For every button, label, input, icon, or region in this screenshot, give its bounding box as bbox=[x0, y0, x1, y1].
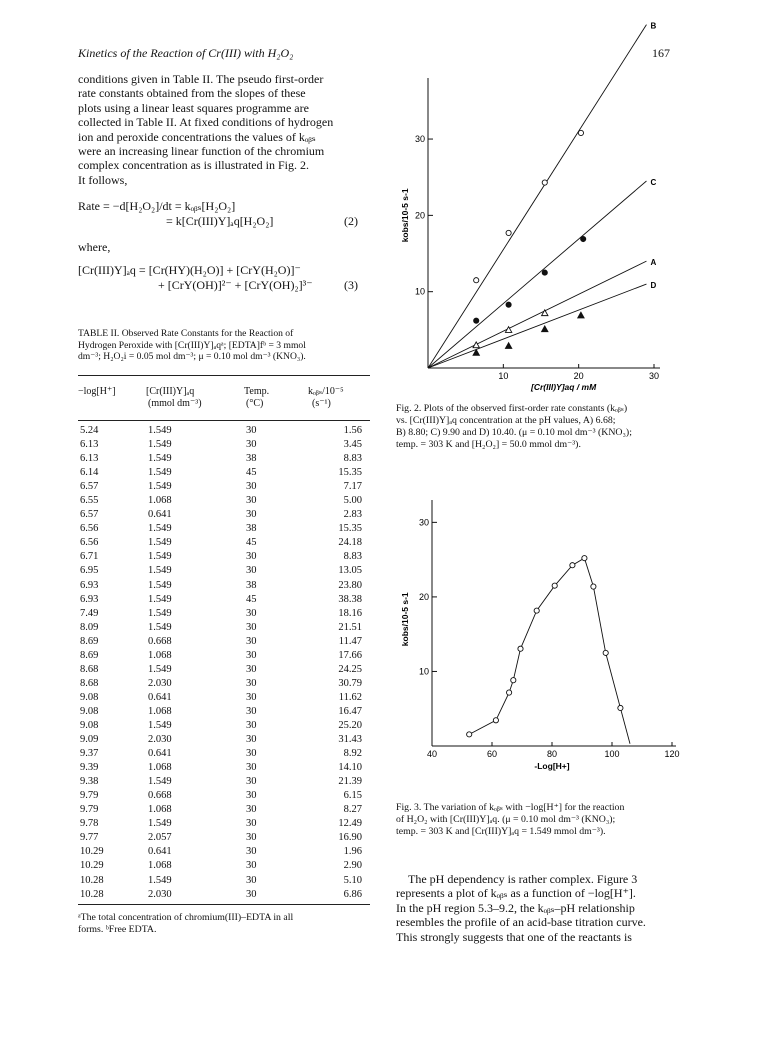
table-cell: 23.80 bbox=[338, 579, 362, 591]
table-cell: 1.549 bbox=[148, 439, 172, 451]
table-cell: 30 bbox=[246, 621, 257, 633]
text-line: collected in Table II. At fixed conditions of hydrogen bbox=[78, 115, 334, 130]
series-line-c bbox=[428, 181, 646, 368]
header-kobs-unit: (s⁻¹) bbox=[312, 398, 331, 409]
table-cell: 0.668 bbox=[148, 635, 172, 647]
equation-3-line-2: + [CrY(OH)]²⁻ + [CrY(OH)₂]³⁻ bbox=[158, 278, 313, 292]
table-cell: 8.83 bbox=[343, 551, 362, 563]
table-cell: 9.79 bbox=[80, 790, 99, 802]
table-cell: 30 bbox=[246, 874, 257, 886]
table-row bbox=[78, 691, 362, 705]
table-cell: 38 bbox=[246, 523, 257, 535]
table-cell: 0.641 bbox=[148, 846, 172, 858]
table-cell: 30.79 bbox=[338, 677, 362, 689]
table-row bbox=[78, 874, 362, 888]
caption-line: of H₂O₂ with [Cr(III)Y]ₐq. (μ = 0.10 mol dm⁻³ (KNO₃); bbox=[396, 814, 616, 825]
table-cell: 10.28 bbox=[80, 888, 104, 900]
data-point-b bbox=[542, 180, 547, 185]
table-row bbox=[78, 635, 362, 649]
data-point-c bbox=[542, 270, 547, 275]
table-cell: 1.549 bbox=[148, 537, 172, 549]
table-cell: 8.09 bbox=[80, 621, 99, 633]
series-line-a bbox=[428, 261, 646, 368]
table-cell: 30 bbox=[246, 888, 257, 900]
x-axis-label: -Log[H+] bbox=[534, 761, 570, 771]
y-tick-label: 20 bbox=[418, 591, 429, 602]
table-cell: 15.35 bbox=[338, 523, 362, 535]
y-tick-label: 20 bbox=[414, 210, 425, 221]
table-caption bbox=[78, 328, 370, 363]
header-conc: [Cr(III)Y]ₐq bbox=[146, 386, 195, 397]
table-cell: 13.05 bbox=[338, 565, 362, 577]
data-point-b bbox=[474, 278, 479, 283]
table-row bbox=[78, 845, 362, 859]
table-cell: 9.09 bbox=[80, 734, 99, 746]
table-cell: 1.068 bbox=[148, 649, 172, 661]
table-row bbox=[78, 579, 362, 593]
table-cell: 2.030 bbox=[148, 888, 172, 900]
table-row bbox=[78, 593, 362, 607]
text-line: The pH dependency is rather complex. Figure 3 bbox=[408, 872, 638, 886]
data-point-d bbox=[505, 343, 511, 349]
table-cell: 30 bbox=[246, 509, 257, 521]
table-row bbox=[78, 480, 362, 494]
header-temp-unit: (°C) bbox=[246, 398, 264, 409]
table-cell: 0.641 bbox=[148, 691, 172, 703]
table-cell: 1.068 bbox=[148, 804, 172, 816]
table-cell: 9.37 bbox=[80, 748, 99, 760]
data-point-d bbox=[578, 312, 584, 318]
table-cell: 9.77 bbox=[80, 832, 99, 844]
table-cell: 1.068 bbox=[148, 705, 172, 717]
table-row bbox=[78, 564, 362, 578]
table-row bbox=[78, 817, 362, 831]
table-cell: 9.79 bbox=[80, 804, 99, 816]
table-cell: 30 bbox=[246, 776, 257, 788]
table-cell: 11.62 bbox=[338, 691, 362, 703]
table-cell: 30 bbox=[246, 495, 257, 507]
table-row bbox=[78, 508, 362, 522]
table-cell: 5.10 bbox=[343, 874, 362, 886]
caption-line: temp. = 303 K and [Cr(III)Y]ₐq = 1.549 mmol dm⁻³). bbox=[396, 826, 606, 837]
table-cell: 1.068 bbox=[148, 495, 172, 507]
table-cell: 8.92 bbox=[343, 748, 362, 760]
y-axis-label: kobs/10-5 s-1 bbox=[400, 188, 410, 243]
table-row bbox=[78, 663, 362, 677]
where-label: where, bbox=[78, 240, 111, 254]
data-point-b bbox=[506, 230, 511, 235]
table-cell: 21.51 bbox=[338, 621, 362, 633]
table-cell: 30 bbox=[246, 663, 257, 675]
header-temp: Temp. bbox=[244, 386, 270, 397]
data-point bbox=[534, 608, 539, 613]
data-point bbox=[591, 584, 596, 589]
table-cell: 31.43 bbox=[338, 734, 362, 746]
table-cell: 6.95 bbox=[80, 565, 99, 577]
series-label-d: D bbox=[650, 281, 657, 291]
table-cell: 1.549 bbox=[148, 874, 172, 886]
x-tick-label: 20 bbox=[573, 371, 584, 381]
figure-3-chart bbox=[396, 494, 696, 784]
table-row bbox=[78, 719, 362, 733]
table-cell: 5.24 bbox=[80, 425, 99, 436]
table-row bbox=[78, 747, 362, 761]
header-ph: −log[H⁺] bbox=[78, 386, 116, 397]
table-row bbox=[78, 607, 362, 621]
table-row bbox=[78, 494, 362, 508]
text-line: represents a plot of kₒᵦₛ as a function of −log[H⁺]. bbox=[396, 886, 636, 901]
table-cell: 6.93 bbox=[80, 593, 99, 605]
caption-line: TABLE II. Observed Rate Constants for the Reaction of bbox=[78, 328, 294, 339]
table-cell: 30 bbox=[246, 762, 257, 774]
table-row bbox=[78, 761, 362, 775]
table-cell: 1.549 bbox=[148, 551, 172, 563]
table-cell: 30 bbox=[246, 635, 257, 647]
table-cell: 10.29 bbox=[80, 846, 104, 858]
y-axis-label: kobs/10-5 s-1 bbox=[400, 592, 410, 647]
table-cell: 38 bbox=[246, 579, 257, 591]
table-cell: 9.08 bbox=[80, 691, 99, 703]
text-line: In the pH region 5.3–9.2, the kₒᵦₛ–pH relationship bbox=[396, 900, 635, 915]
table-cell: 8.68 bbox=[80, 663, 99, 675]
caption-line: B) 8.80; C) 9.90 and D) 10.40. (μ = 0.10 mol dm⁻³ (KNO₃); bbox=[396, 427, 632, 438]
table-cell: 38.38 bbox=[338, 593, 362, 605]
table-cell: 1.549 bbox=[148, 579, 172, 591]
table-cell: 8.69 bbox=[80, 635, 99, 647]
running-title: Kinetics of the Reaction of Cr(III) with H₂O₂ bbox=[78, 46, 294, 60]
text-line: were an increasing linear function of the chromium bbox=[78, 144, 325, 159]
y-tick-label: 30 bbox=[414, 134, 425, 145]
text-line: This strongly suggests that one of the reactants is bbox=[396, 929, 632, 944]
table-cell: 1.549 bbox=[148, 593, 172, 605]
table-top-rule bbox=[78, 375, 370, 376]
table-cell: 6.55 bbox=[80, 495, 99, 507]
equation-3-number: (3) bbox=[344, 278, 358, 292]
table-cell: 6.93 bbox=[80, 579, 99, 591]
data-point bbox=[603, 650, 608, 655]
text-line: plots using a linear least squares programme are bbox=[78, 100, 309, 115]
text-line: rate constants obtained from the slopes of these bbox=[78, 86, 306, 101]
table-cell: 17.66 bbox=[338, 649, 362, 661]
text-line: resembles the profile of an acid-base titration curve. bbox=[396, 915, 646, 930]
data-point bbox=[582, 556, 587, 561]
closing-paragraph bbox=[396, 872, 696, 944]
data-point-a bbox=[542, 310, 548, 316]
header-kobs: kₒᵦₛ/10⁻⁵ bbox=[308, 386, 344, 397]
caption-line: vs. [Cr(III)Y]ₐq concentration at the pH values, A) 6.68; bbox=[396, 415, 616, 426]
y-tick-label: 10 bbox=[418, 666, 429, 677]
data-point bbox=[511, 678, 516, 683]
caption-line: Fig. 2. Plots of the observed first-order rate constants (kₒᵦₛ) bbox=[396, 403, 628, 414]
table-cell: 2.030 bbox=[148, 677, 172, 689]
table-row bbox=[78, 888, 362, 902]
x-axis-label: [Cr(III)Y]aq / mM bbox=[531, 382, 597, 392]
table-cell: 0.641 bbox=[148, 748, 172, 760]
text-line: conditions given in Table II. The pseudo first-order bbox=[78, 72, 324, 86]
table-cell: 6.71 bbox=[80, 551, 99, 563]
table-row bbox=[78, 705, 362, 719]
caption-line: temp. = 303 K and [H₂O₂] = 50.0 mmol dm⁻³). bbox=[396, 439, 581, 450]
table-cell: 5.00 bbox=[343, 495, 362, 507]
y-tick-label: 10 bbox=[414, 286, 425, 297]
table-cell: 16.90 bbox=[338, 832, 362, 844]
table-cell: 1.549 bbox=[148, 565, 172, 577]
table-row bbox=[78, 789, 362, 803]
series-line-d bbox=[428, 284, 646, 368]
table-cell: 9.08 bbox=[80, 705, 99, 717]
table-cell: 1.068 bbox=[148, 860, 172, 872]
x-tick-label: 30 bbox=[648, 371, 660, 381]
table-cell: 7.17 bbox=[343, 481, 362, 493]
text-line: complex concentration as is illustrated in Fig. 2. bbox=[78, 158, 309, 173]
table-cell: 1.56 bbox=[343, 425, 362, 436]
table-cell: 1.549 bbox=[148, 719, 172, 731]
data-point bbox=[493, 718, 498, 723]
table-cell: 25.20 bbox=[338, 719, 362, 731]
table-cell: 10.28 bbox=[80, 874, 104, 886]
intro-paragraph bbox=[78, 72, 368, 187]
table-cell: 1.549 bbox=[148, 776, 172, 788]
table-cell: 1.549 bbox=[148, 481, 172, 493]
header-conc-unit: (mmol dm⁻³) bbox=[148, 398, 202, 409]
table-cell: 1.549 bbox=[148, 523, 172, 535]
table-cell: 30 bbox=[246, 818, 257, 830]
table-cell: 9.38 bbox=[80, 776, 99, 788]
text-line: It follows, bbox=[78, 172, 128, 187]
figure-3-plot-area bbox=[400, 500, 680, 771]
table-cell: 21.39 bbox=[338, 776, 362, 788]
caption-line: Fig. 3. The variation of kₒᵦₛ with −log[H⁺] for the reaction bbox=[396, 802, 625, 813]
table-cell: 30 bbox=[246, 719, 257, 731]
table-header bbox=[78, 386, 370, 414]
data-point bbox=[518, 646, 523, 651]
data-point bbox=[467, 732, 472, 737]
table-cell: 30 bbox=[246, 832, 257, 844]
table-cell: 30 bbox=[246, 551, 257, 563]
x-tick-label: 10 bbox=[498, 371, 509, 381]
x-tick-label: 120 bbox=[664, 749, 680, 759]
table-cell: 30 bbox=[246, 790, 257, 802]
table-cell: 6.15 bbox=[343, 790, 362, 802]
table-cell: 7.49 bbox=[80, 607, 99, 619]
table-cell: 15.35 bbox=[338, 467, 362, 479]
table-row bbox=[78, 536, 362, 550]
table-cell: 45 bbox=[246, 537, 257, 549]
table-cell: 30 bbox=[246, 804, 257, 816]
text-line: ion and peroxide concentrations the values of kₒᵦₛ bbox=[78, 129, 316, 144]
table-cell: 16.47 bbox=[338, 705, 362, 717]
series-label-b: B bbox=[650, 21, 657, 31]
table-cell: 10.29 bbox=[80, 860, 104, 872]
table-row bbox=[78, 733, 362, 747]
table-cell: 30 bbox=[246, 705, 257, 717]
table-cell: 1.549 bbox=[148, 467, 172, 479]
rate-constants-table bbox=[78, 424, 362, 902]
equation-2-line-2: = k[Cr(III)Y]ₐq[H₂O₂] bbox=[166, 214, 274, 228]
x-tick-label: 40 bbox=[426, 749, 438, 759]
table-cell: 12.49 bbox=[338, 818, 362, 830]
table-cell: 1.549 bbox=[148, 425, 172, 436]
equation-2-line-1: Rate = −d[H₂O₂]/dt = kₒᵦₛ[H₂O₂] bbox=[78, 199, 236, 213]
table-footnote bbox=[78, 912, 370, 936]
series-label-c: C bbox=[650, 178, 657, 188]
table-cell: 2.90 bbox=[343, 860, 362, 872]
data-point-c bbox=[506, 302, 511, 307]
table-cell: 30 bbox=[246, 748, 257, 760]
table-cell: 6.14 bbox=[80, 467, 99, 479]
table-cell: 30 bbox=[246, 734, 257, 746]
table-cell: 6.13 bbox=[80, 453, 99, 465]
series-line-b bbox=[428, 25, 646, 368]
table-cell: 6.56 bbox=[80, 523, 99, 535]
table-cell: 6.56 bbox=[80, 537, 99, 549]
table-cell: 3.45 bbox=[343, 439, 362, 451]
table-cell: 9.78 bbox=[80, 818, 99, 830]
table-cell: 1.549 bbox=[148, 453, 172, 465]
equation-2-number: (2) bbox=[344, 214, 358, 228]
table-cell: 30 bbox=[246, 565, 257, 577]
table-bottom-rule bbox=[78, 904, 370, 905]
data-point bbox=[570, 563, 575, 568]
data-point-b bbox=[578, 130, 583, 135]
x-tick-label: 100 bbox=[604, 749, 620, 759]
table-cell: 6.57 bbox=[80, 509, 99, 521]
data-point bbox=[618, 705, 623, 710]
table-cell: 30 bbox=[246, 860, 257, 872]
figure-2-plot-area bbox=[400, 22, 660, 392]
table-header-rule bbox=[78, 420, 370, 421]
table-cell: 45 bbox=[246, 593, 257, 605]
table-row bbox=[78, 550, 362, 564]
table-cell: 14.10 bbox=[338, 762, 362, 774]
footnote-line: ᵃThe total concentration of chromium(III)–EDTA in all bbox=[78, 912, 294, 923]
table-row bbox=[78, 424, 362, 438]
table-row bbox=[78, 522, 362, 536]
table-row bbox=[78, 775, 362, 789]
table-body bbox=[78, 424, 362, 902]
series-label-a: A bbox=[650, 258, 657, 268]
y-tick-label: 30 bbox=[418, 517, 429, 528]
table-row bbox=[78, 621, 362, 635]
data-point-a bbox=[473, 342, 479, 348]
table-row bbox=[78, 677, 362, 691]
data-point-c bbox=[474, 318, 479, 323]
data-point bbox=[552, 583, 557, 588]
table-cell: 30 bbox=[246, 439, 257, 451]
table-cell: 9.08 bbox=[80, 719, 99, 731]
table-cell: 2.057 bbox=[148, 832, 172, 844]
table-cell: 38 bbox=[246, 453, 257, 465]
table-row bbox=[78, 649, 362, 663]
table-cell: 8.68 bbox=[80, 677, 99, 689]
table-cell: 24.25 bbox=[338, 663, 362, 675]
table-row bbox=[78, 831, 362, 845]
table-cell: 9.39 bbox=[80, 762, 99, 774]
table-row bbox=[78, 452, 362, 466]
data-point bbox=[507, 690, 512, 695]
table-cell: 2.83 bbox=[343, 509, 362, 521]
page-number: 167 bbox=[652, 46, 670, 60]
table-cell: 18.16 bbox=[338, 607, 362, 619]
table-cell: 30 bbox=[246, 691, 257, 703]
table-cell: 1.549 bbox=[148, 818, 172, 830]
table-cell: 1.549 bbox=[148, 663, 172, 675]
table-cell: 1.068 bbox=[148, 762, 172, 774]
table-cell: 8.69 bbox=[80, 649, 99, 661]
table-cell: 8.27 bbox=[343, 804, 362, 816]
data-point-c bbox=[581, 236, 586, 241]
table-cell: 30 bbox=[246, 607, 257, 619]
table-cell: 2.030 bbox=[148, 734, 172, 746]
table-row bbox=[78, 466, 362, 480]
equation-3-line-1: [Cr(III)Y]ₐq = [Cr(HY)(H₂O)] + [CrY(H₂O)]⁻ bbox=[78, 263, 301, 277]
table-cell: 30 bbox=[246, 846, 257, 858]
table-cell: 1.549 bbox=[148, 607, 172, 619]
table-cell: 6.86 bbox=[343, 888, 362, 900]
table-cell: 30 bbox=[246, 425, 257, 436]
figure-2-caption bbox=[396, 403, 686, 451]
figure-3-caption bbox=[396, 802, 696, 838]
table-cell: 30 bbox=[246, 481, 257, 493]
table-cell: 1.96 bbox=[343, 846, 362, 858]
table-cell: 6.13 bbox=[80, 439, 99, 451]
table-cell: 30 bbox=[246, 677, 257, 689]
table-cell: 24.18 bbox=[338, 537, 362, 549]
table-row bbox=[78, 859, 362, 873]
data-point-d bbox=[542, 326, 548, 332]
table-cell: 30 bbox=[246, 649, 257, 661]
table-cell: 1.549 bbox=[148, 621, 172, 633]
footnote-line: forms. ᵇFree EDTA. bbox=[78, 924, 157, 935]
table-row bbox=[78, 438, 362, 452]
table-cell: 11.47 bbox=[338, 635, 362, 647]
table-cell: 8.83 bbox=[343, 453, 362, 465]
x-tick-label: 60 bbox=[486, 749, 498, 759]
table-cell: 6.57 bbox=[80, 481, 99, 493]
table-cell: 45 bbox=[246, 467, 257, 479]
table-cell: 0.641 bbox=[148, 509, 172, 521]
x-tick-label: 80 bbox=[546, 749, 558, 759]
caption-line: dm⁻³; H₂O₂i = 0.05 mol dm⁻³; μ = 0.10 mol dm⁻³ (KNO₃). bbox=[78, 351, 306, 362]
table-row bbox=[78, 803, 362, 817]
caption-line: Hydrogen Peroxide with [Cr(III)Y]ₐqᵃ; [EDTA]fᵇ = 3 mmol bbox=[78, 339, 306, 351]
table-cell: 0.668 bbox=[148, 790, 172, 802]
